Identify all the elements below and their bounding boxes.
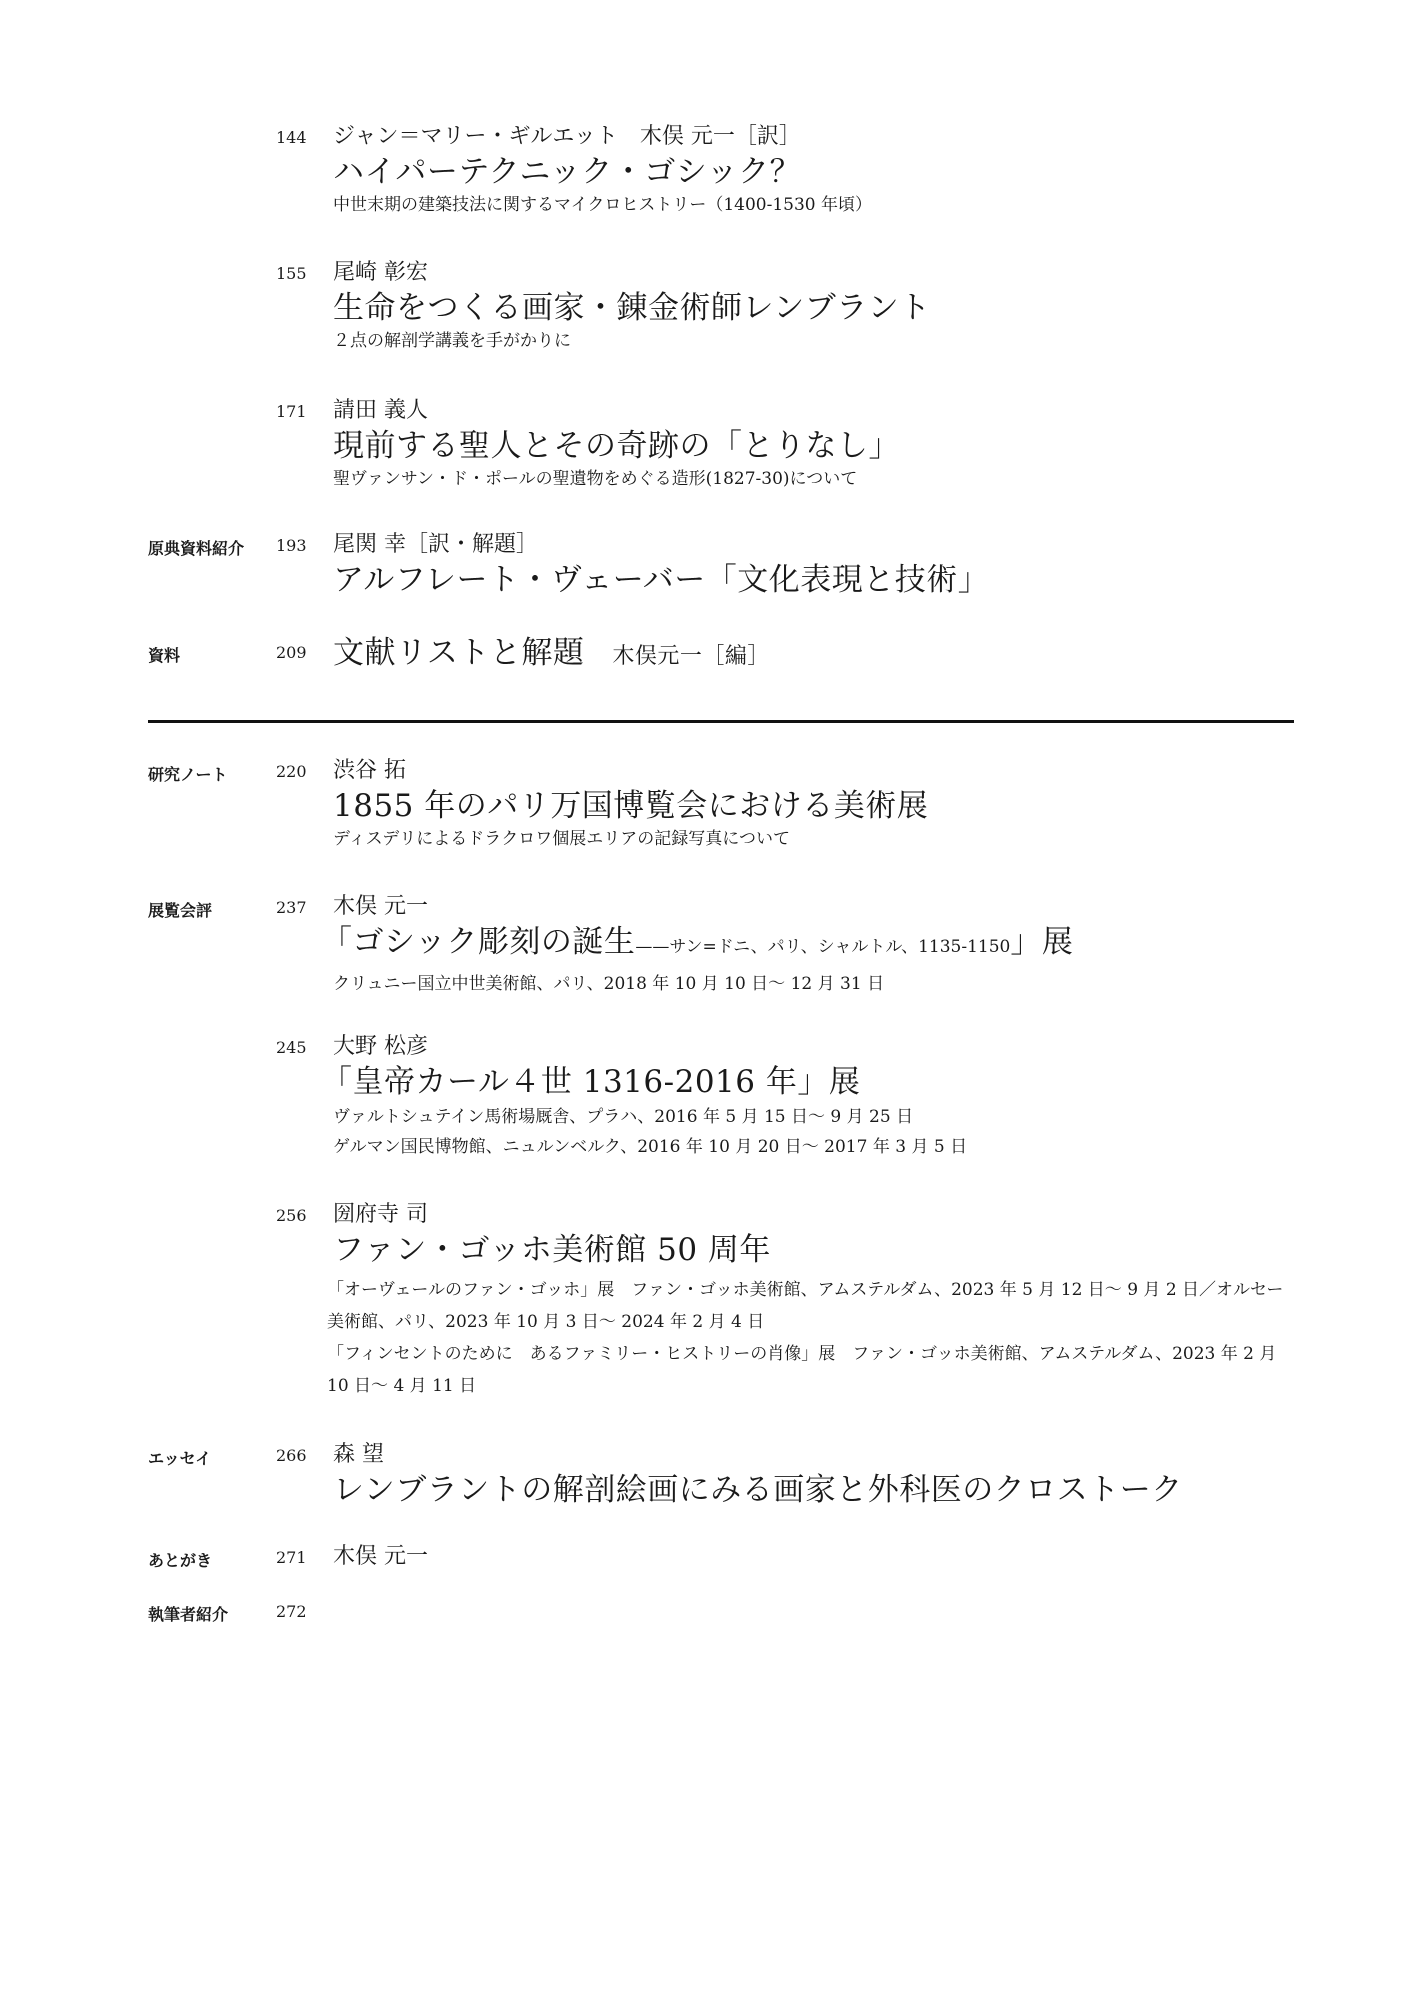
page-number: 144 (276, 128, 307, 147)
entry-title-text[interactable]: 文献リストと解題 (333, 635, 585, 671)
entry-title[interactable]: 「皇帝カール４世 1316-2016 年」展 (321, 1064, 861, 1100)
page-number: 272 (276, 1602, 307, 1621)
entry-body (333, 633, 1298, 677)
page-number: 171 (276, 402, 307, 421)
entry-title[interactable]: 生命をつくる画家・錬金術師レンブラント (333, 290, 931, 326)
entry-title (333, 633, 1298, 677)
entry-body (333, 122, 1298, 218)
page-number: 237 (276, 898, 307, 917)
entry-title[interactable]: レンブラントの解剖絵画にみる画家と外科医のクロストーク (333, 1472, 1183, 1508)
page-number: 256 (276, 1206, 307, 1225)
category-label: 展覧会評 (148, 901, 213, 920)
entry-author: 木俣 元一 (333, 894, 428, 919)
entry-body (321, 1032, 1298, 1162)
category-label[interactable]: 執筆者紹介 (148, 1605, 229, 1624)
entry-author: 尾関 幸［訳・解題］ (333, 532, 538, 557)
page-number: 266 (276, 1446, 307, 1465)
entry-editor: 木俣元一［編］ (612, 644, 770, 669)
entry-body (333, 530, 1298, 600)
entry-title[interactable] (321, 922, 1298, 967)
category-label: あとがき (148, 1551, 213, 1570)
entry-title[interactable]: ファン・ゴッホ美術館 50 周年 (333, 1232, 771, 1268)
entry-author: 尾崎 彰宏 (333, 260, 428, 285)
entry-title[interactable]: 現前する聖人とその奇跡の「とりなし」 (333, 428, 900, 464)
entry-body (333, 1542, 1298, 1572)
page-number: 155 (276, 264, 307, 283)
entry-subtitle: 聖ヴァンサン・ド・ポールの聖遺物をめぐる造形(1827-30)について (333, 469, 858, 489)
category-label: 資料 (148, 646, 181, 665)
entry-subtitle-line: ゲルマン国民博物館、ニュルンベルク、2016 年 10 月 20 日〜 2017 年 3 月 5 日 (333, 1137, 968, 1157)
entry-author: 大野 松彦 (333, 1034, 428, 1059)
entry-title[interactable]: 1855 年のパリ万国博覧会における美術展 (333, 788, 929, 824)
category-label: 研究ノート (148, 765, 228, 784)
entry-author[interactable]: 木俣 元一 (333, 1544, 428, 1569)
entry-subtitle: ディスデリによるドラクロワ個展エリアの記録写真について (333, 829, 790, 849)
page-number: 245 (276, 1038, 307, 1057)
entry-subtitle-line: ヴァルトシュテイン馬術場厩舎、プラハ、2016 年 5 月 15 日〜 9 月 25 日 (333, 1107, 914, 1127)
entry-author: 圀府寺 司 (333, 1202, 428, 1227)
category-label: 原典資料紹介 (148, 539, 245, 558)
entry-subtitle: 中世末期の建築技法に関するマイクロヒストリー（1400-1530 年頃） (333, 195, 872, 215)
entry-subtitle-line: 「オーヴェールのファン・ゴッホ」展 ファン・ゴッホ美術館、アムステルダム、2023 年 5 月 12 日〜 9 月 2 日／オルセー美術館、パリ、2023 年 10 月 3 日〜 2024 年 2 月 4 日 (327, 1280, 1284, 1332)
page-number: 220 (276, 762, 307, 781)
entry-title[interactable]: ハイパーテクニック・ゴシック？ (333, 154, 802, 190)
entry-title-main: 「ゴシック彫刻の誕生 (321, 924, 636, 960)
entry-body (321, 892, 1298, 997)
page-number: 193 (276, 536, 307, 555)
section-divider (148, 720, 1294, 723)
entry-body (327, 1200, 1298, 1402)
entry-author: 請田 義人 (333, 398, 428, 423)
entry-author: 森 望 (333, 1442, 384, 1467)
entry-body (333, 1440, 1298, 1510)
entry-subtitle-line: 「フィンセントのために あるファミリー・ヒストリーの肖像」展 ファン・ゴッホ美術館、アムステルダム、2023 年 2 月 10 日〜 4 月 11 日 (327, 1344, 1277, 1396)
entry-title[interactable]: アルフレート・ヴェーバー「文化表現と技術」 (333, 562, 990, 598)
entry-body (333, 396, 1298, 492)
page-number: 271 (276, 1548, 307, 1567)
entry-title-end: 」展 (1010, 924, 1074, 960)
page-number: 209 (276, 643, 307, 662)
entry-author: 渋谷 拓 (333, 758, 406, 783)
entry-author: ジャン＝マリー・ギルエット 木俣 元一［訳］ (333, 124, 801, 149)
category-label: エッセイ (148, 1449, 212, 1468)
entry-body (333, 258, 1298, 354)
entry-subtitle: クリュニー国立中世美術館、パリ、2018 年 10 月 10 日〜 12 月 31 日 (333, 974, 885, 994)
entry-title-subtitle: ——サン=ドニ、パリ、シャルトル、1135-1150 (635, 937, 1011, 957)
entry-body (333, 756, 1298, 852)
entry-subtitle: ２点の解剖学講義を手がかりに (333, 331, 571, 351)
